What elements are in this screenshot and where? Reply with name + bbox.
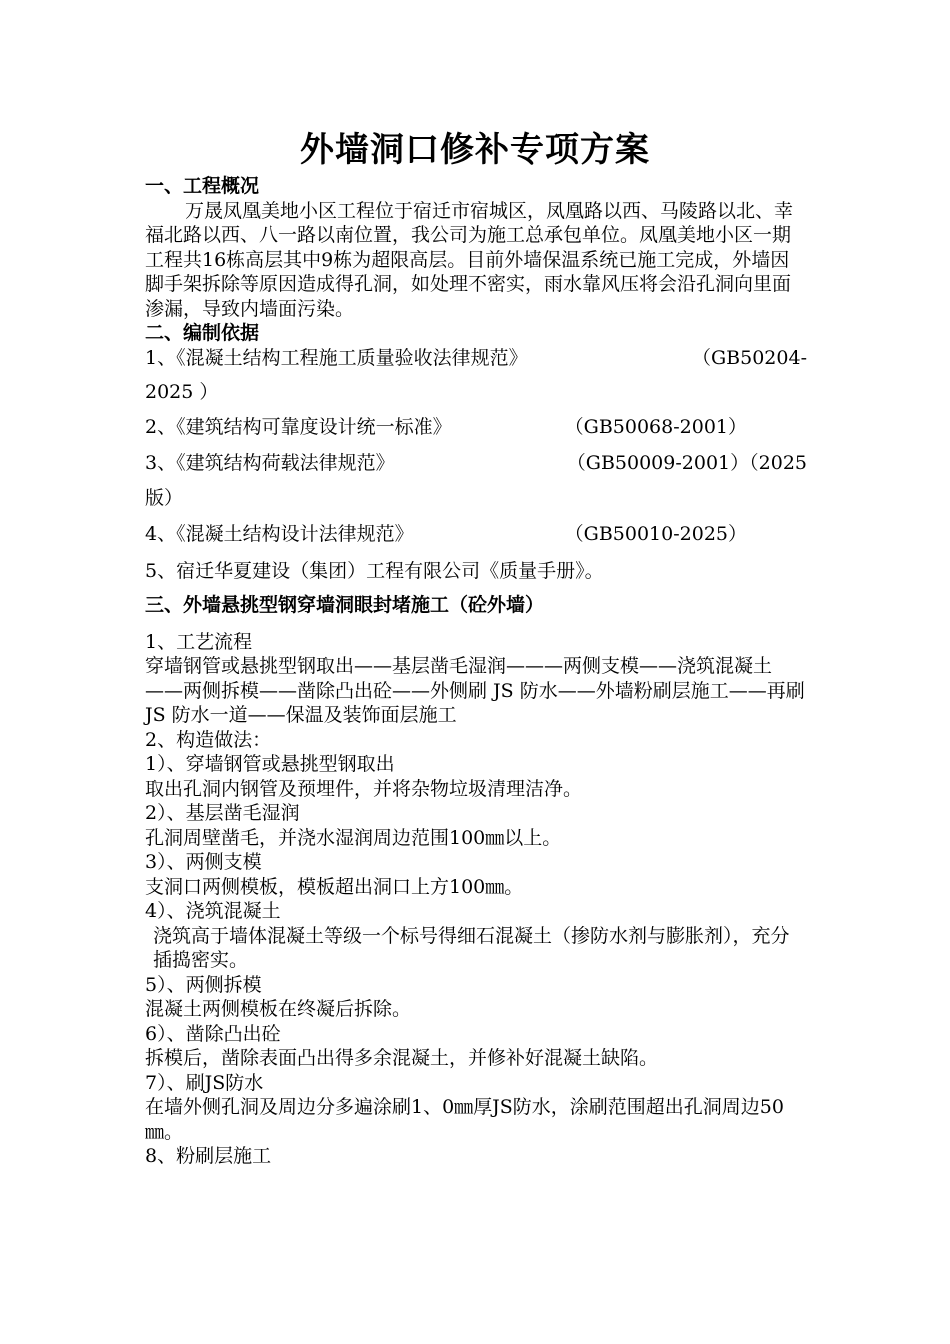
process-text: 穿墙钢管或悬挑型钢取出——基层凿毛湿润———两侧支模——浇筑混凝土——两侧拆模——凿除凸出砼——外侧刷 JS 防水——外墙粉刷层施工——再刷 JS 防水一道——保温及装饰面层施工 (145, 655, 805, 726)
step-text: 支洞口两侧模板，模板超出洞口上方100㎜。 (145, 875, 524, 898)
reference-name: 1、《混凝土结构工程施工质量验收法律规范》 (145, 346, 528, 369)
step-text: 拆模后，凿除表面凸出得多余混凝土，并修补好混凝土缺陷。 (145, 1047, 659, 1069)
reference-item (145, 451, 807, 510)
section-heading-overview: 一、工程概况 (145, 175, 260, 197)
reference-code: （GB50204- (691, 346, 807, 369)
reference-code: （GB50009-2001）（2025 (566, 452, 807, 474)
process-label: 1、工艺流程 (145, 630, 253, 653)
step-title: 5）、两侧拆模 (145, 973, 262, 996)
reference-name: 5、宿迁华夏建设（集团）工程有限公司《质量手册》。 (145, 559, 604, 582)
step-title: 1）、穿墙钢管或悬挑型钢取出 (145, 753, 395, 775)
step-text: 在墙外侧孔洞及周边分多遍涂刷1、0㎜厚JS防水，涂刷范围超出孔洞周边50㎜。 (145, 1096, 784, 1143)
step-title: 7）、刷JS防水 (145, 1071, 264, 1094)
method-label: 2、构造做法： (145, 728, 272, 751)
step-title: 4）、浇筑混凝土 (145, 900, 281, 922)
reference-item (145, 346, 807, 405)
document-title: 外墙洞口修补专项方案 (300, 130, 650, 170)
reference-item (145, 415, 807, 440)
document-body (145, 174, 807, 1169)
step-title: 8、粉刷层施工 (145, 1145, 272, 1167)
overview-paragraph: 万晟凤凰美地小区工程位于宿迁市宿城区，凤凰路以西、马陵路以北、幸福北路以西、八一路以南位置，我公司为施工总承包单位。凤凰美地小区一期工程共16栋高层其中9栋为超限高层。目前外墙保温系统已施工完成，外墙因脚手架拆除等原因造成得孔洞，如处理不密实，雨水靠风压将会沿孔洞向里面渗漏，导致内墙面污染。 (145, 199, 794, 320)
reference-item (145, 559, 807, 584)
section-heading-basis: 二、编制依据 (145, 322, 260, 344)
section-heading-construction: 三、外墙悬挑型钢穿墙洞眼封堵施工（砼外墙） (145, 594, 545, 616)
reference-code: （GB50068-2001） (564, 415, 747, 438)
reference-name: 3、《建筑结构荷载法律规范》 (145, 452, 395, 474)
step-title: 2）、基层凿毛湿润 (145, 802, 300, 824)
reference-name: 4、《混凝土结构设计法律规范》 (145, 523, 414, 545)
reference-continuation: 版） (145, 486, 184, 509)
step-text: 孔洞周壁凿毛，并浇水湿润周边范围100㎜以上。 (145, 826, 562, 849)
step-text: 混凝土两侧模板在终凝后拆除。 (145, 998, 412, 1020)
reference-item (145, 522, 807, 547)
reference-name: 2、《建筑结构可靠度设计统一标准》 (145, 415, 452, 438)
step-text: 取出孔洞内钢管及预埋件，并将杂物垃圾清理洁净。 (145, 777, 583, 800)
step-title: 6）、凿除凸出砼 (145, 1022, 281, 1045)
reference-continuation: 2025 ） (145, 381, 219, 403)
step-text: 浇筑高于墙体混凝土等级一个标号得细石混凝土（掺防水剂与膨胀剂），充分插捣密实。 (153, 924, 790, 971)
step-title: 3）、两侧支模 (145, 851, 262, 873)
reference-code: （GB50010-2025） (564, 523, 747, 545)
